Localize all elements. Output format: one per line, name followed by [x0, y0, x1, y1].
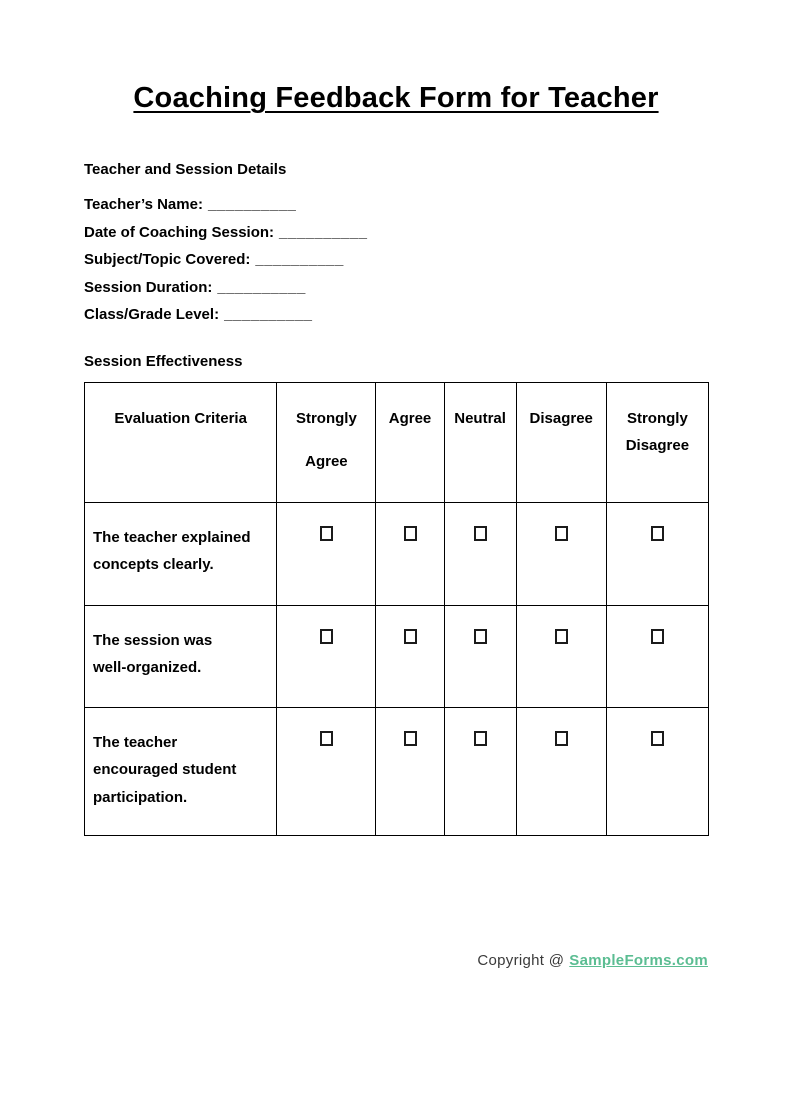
checkbox-icon[interactable] [555, 526, 568, 541]
details-fields [84, 191, 708, 329]
checkbox-icon[interactable] [474, 526, 487, 541]
criteria-well-organized: The session was well-organized. [85, 605, 277, 707]
field-label: Subject/Topic Covered: [84, 251, 251, 268]
header-strongly-agree: Strongly Agree [277, 382, 376, 502]
rating-cell [606, 605, 708, 707]
document-page [0, 82, 797, 1110]
rating-cell [606, 707, 708, 835]
header-strongly-disagree: Strongly Disagree [606, 382, 708, 502]
effectiveness-table [84, 382, 709, 836]
header-evaluation-criteria: Evaluation Criteria [85, 382, 277, 502]
section-heading-details: Teacher and Session Details [84, 161, 287, 178]
blank-line: __________ [207, 196, 297, 213]
blank-line: __________ [217, 278, 306, 296]
field-label: Session Duration: [84, 278, 213, 296]
blank-line: __________ [279, 223, 368, 241]
rating-cell [277, 707, 376, 835]
checkbox-icon[interactable] [474, 629, 487, 644]
checkbox-icon[interactable] [651, 526, 664, 541]
header-neutral: Neutral [444, 382, 516, 502]
field-label: Teacher’s Name: [84, 196, 203, 213]
rating-cell [376, 605, 444, 707]
checkbox-icon[interactable] [320, 629, 333, 644]
field-session-duration [84, 274, 708, 302]
rating-cell [606, 502, 708, 605]
header-agree: Agree [376, 382, 444, 502]
table-row [85, 707, 709, 835]
sampleforms-link[interactable]: SampleForms.com [569, 951, 708, 969]
field-subject-topic-covered [84, 246, 708, 274]
checkbox-icon[interactable] [651, 731, 664, 746]
page-title: Coaching Feedback Form for Teacher [133, 82, 659, 114]
rating-cell [444, 605, 516, 707]
table-row [85, 605, 709, 707]
field-label: Class/Grade Level: [84, 306, 220, 323]
rating-cell [444, 502, 516, 605]
rating-cell [277, 502, 376, 605]
blank-line: __________ [255, 251, 344, 268]
field-date-of-coaching-session [84, 219, 708, 247]
rating-cell [516, 502, 606, 605]
checkbox-icon[interactable] [555, 731, 568, 746]
checkbox-icon[interactable] [651, 629, 664, 644]
table-row [85, 502, 709, 605]
field-label: Date of Coaching Session: [84, 223, 275, 241]
rating-cell [277, 605, 376, 707]
checkbox-icon[interactable] [404, 629, 417, 644]
rating-cell [444, 707, 516, 835]
criteria-encouraged-participation: The teacher encouraged student participation. [85, 707, 277, 835]
table-header-row [85, 382, 709, 502]
copyright-text: Copyright @ [477, 951, 565, 969]
field-teachers-name [84, 191, 708, 219]
rating-cell [376, 502, 444, 605]
field-class-grade-level [84, 301, 708, 329]
rating-cell [516, 605, 606, 707]
criteria-explained-concepts: The teacher explained concepts clearly. [85, 502, 277, 605]
checkbox-icon[interactable] [474, 731, 487, 746]
blank-line: __________ [224, 306, 313, 323]
checkbox-icon[interactable] [555, 629, 568, 644]
footer [84, 952, 708, 969]
checkbox-icon[interactable] [320, 526, 333, 541]
rating-cell [376, 707, 444, 835]
header-disagree: Disagree [516, 382, 606, 502]
section-heading-effectiveness: Session Effectiveness [84, 352, 243, 370]
rating-cell [516, 707, 606, 835]
checkbox-icon[interactable] [404, 731, 417, 746]
checkbox-icon[interactable] [320, 731, 333, 746]
checkbox-icon[interactable] [404, 526, 417, 541]
